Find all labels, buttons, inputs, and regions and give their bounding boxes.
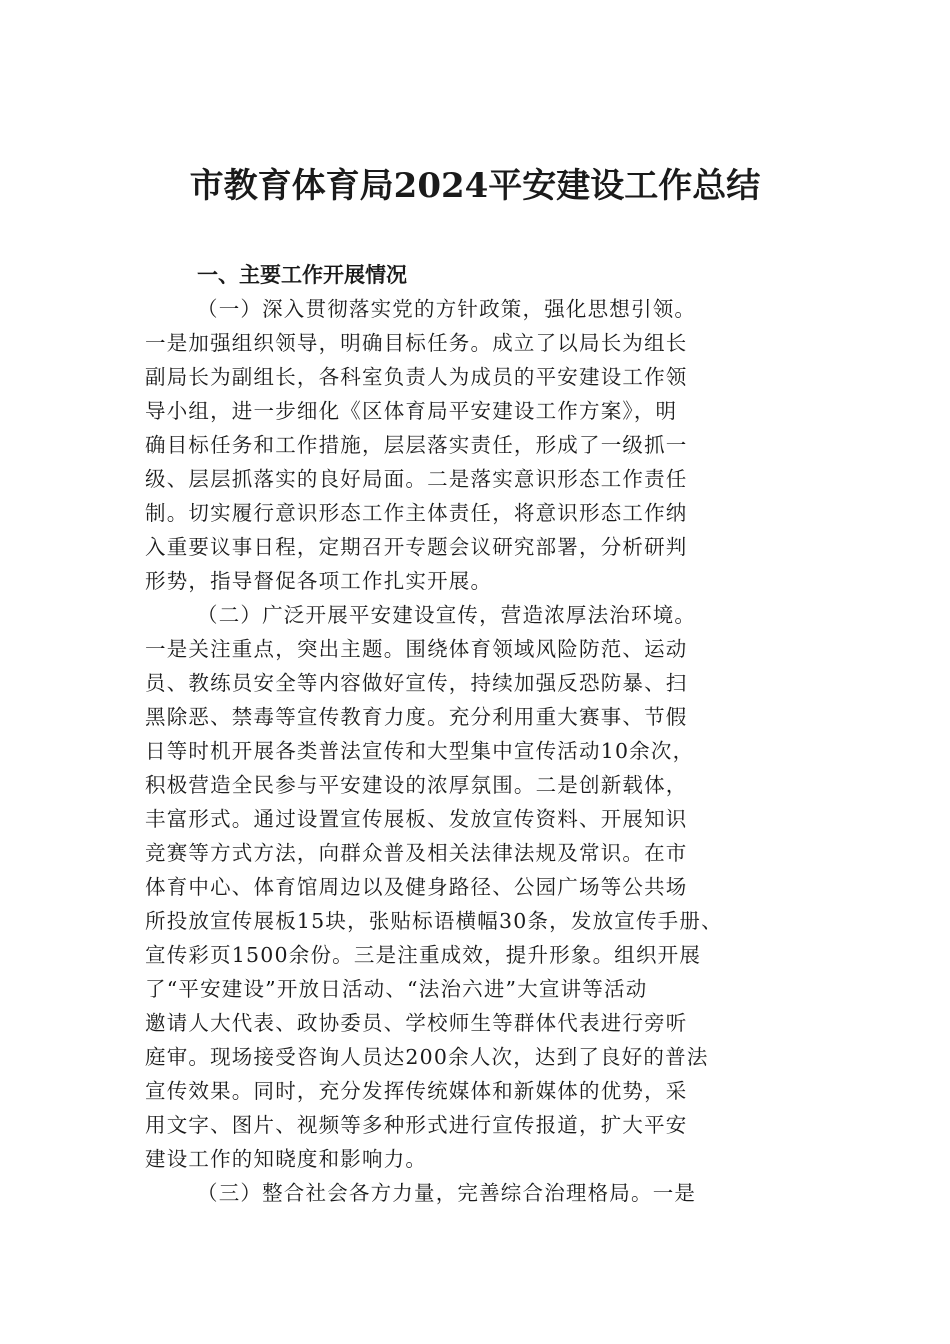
text-line: 宣传彩页1500余份。三是注重成效，提升形象。组织开展 [145,943,702,967]
section-heading: 一、主要工作开展情况 [197,263,407,287]
text-line: 制。切实履行意识形态工作主体责任，将意识形态工作纳 [145,501,688,525]
text-line: 级、层层抓落实的良好局面。二是落实意识形态工作责任 [145,467,688,491]
text-line: 庭审。现场接受咨询人员达200余人次，达到了良好的普法 [145,1045,709,1069]
text-line: 所投放宣传展板15块，张贴标语横幅30条，发放宣传手册、 [145,909,723,933]
text-line: 邀请人大代表、政协委员、学校师生等群体代表进行旁听 [145,1011,688,1035]
text-line: （二）广泛开展平安建设宣传，营造浓厚法治环境。 [197,603,697,627]
text-line: 了“平安建设”开放日活动、“法治六进”大宣讲等活动 [145,977,648,1001]
text-line: 员、教练员安全等内容做好宣传，持续加强反恐防暴、扫 [145,671,688,695]
document-title: 市教育体育局2024平安建设工作总结 [189,166,761,206]
paragraph-lines [145,292,825,1210]
text-line: 宣传效果。同时，充分发挥传统媒体和新媒体的优势，采 [145,1079,688,1103]
text-line: （三）整合社会各方力量，完善综合治理格局。一是 [197,1181,697,1205]
document-body [145,258,825,1210]
text-line: 体育中心、体育馆周边以及健身路径、公园广场等公共场 [145,875,688,899]
text-line: 日等时机开展各类普法宣传和大型集中宣传活动10余次， [145,739,695,763]
text-line: 一是加强组织领导，明确目标任务。成立了以局长为组长 [145,331,688,355]
text-line: 一是关注重点，突出主题。围绕体育领域风险防范、运动 [145,637,688,661]
text-line: 积极营造全民参与平安建设的浓厚氛围。二是创新载体， [145,773,688,797]
text-line: 丰富形式。通过设置宣传展板、发放宣传资料、开展知识 [145,807,688,831]
text-line: 副局长为副组长，各科室负责人为成员的平安建设工作领 [145,365,688,389]
text-line: 建设工作的知晓度和影响力。 [145,1147,428,1171]
text-line: 竞赛等方式方法，向群众普及相关法律法规及常识。在市 [145,841,688,865]
text-line: （一）深入贯彻落实党的方针政策，强化思想引领。 [197,297,697,321]
text-line: 形势，指导督促各项工作扎实开展。 [145,569,493,593]
text-line: 确目标任务和工作措施，层层落实责任，形成了一级抓一 [145,433,688,457]
text-line: 入重要议事日程，定期召开专题会议研究部署，分析研判 [145,535,688,559]
text-line: 用文字、图片、视频等多种形式进行宣传报道，扩大平安 [145,1113,688,1137]
text-line: 黑除恶、禁毒等宣传教育力度。充分利用重大赛事、节假 [145,705,688,729]
text-line: 导小组，进一步细化《区体育局平安建设工作方案》，明 [145,399,678,423]
